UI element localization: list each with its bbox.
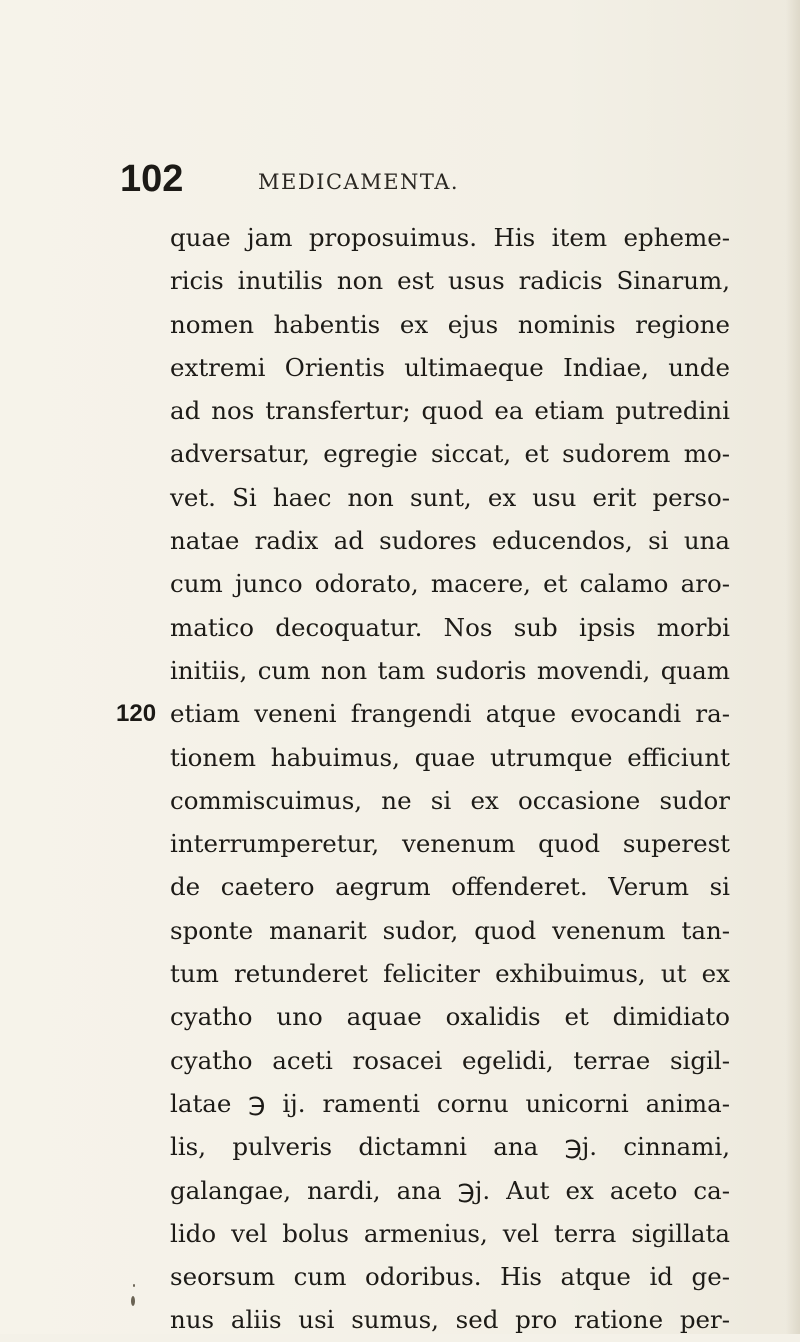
text-line: seorsum cum odoribus. His atque id ge- xyxy=(170,1262,730,1292)
text-line: commiscuimus, ne si ex occasione sudor xyxy=(170,785,730,815)
text-line: cum junco odorato, macere, et calamo aro- xyxy=(170,569,730,599)
text-line: nus aliis usi sumus, sed pro ratione per- xyxy=(170,1305,730,1335)
text-line: de caetero aegrum offenderet. Verum si xyxy=(170,872,730,902)
text-line: lis, pulveris dictamni ana ℈j. cinnami, xyxy=(170,1132,730,1162)
text-line: natae radix ad sudores educendos, si una xyxy=(170,526,730,556)
page-number: 102 xyxy=(120,158,184,200)
paper-speck xyxy=(133,1284,135,1287)
text-line: vet. Si haec non sunt, ex usu erit perso- xyxy=(170,482,730,512)
paper-speck xyxy=(131,1296,135,1306)
text-line: latae ℈ ij. ramenti cornu unicorni anima- xyxy=(170,1088,730,1118)
page-edge-shadow xyxy=(786,0,800,1334)
text-line: nomen habentis ex ejus nominis regione xyxy=(170,309,730,339)
text-line: extremi Orientis ultimaeque Indiae, unde xyxy=(170,352,730,382)
text-line: ad nos transfertur; quod ea etiam putredini xyxy=(170,396,730,426)
text-line-content: etiam veneni frangendi atque evocandi ra- xyxy=(170,699,730,729)
text-line: tum retunderet feliciter exhibuimus, ut ex xyxy=(170,959,730,989)
margin-line-number: 120 xyxy=(116,700,157,728)
text-line: lido vel bolus armenius, vel terra sigillata xyxy=(170,1218,730,1248)
text-line: tionem habuimus, quae utrumque efficiunt xyxy=(170,742,730,772)
text-line: cyatho uno aquae oxalidis et dimidiato xyxy=(170,1002,730,1032)
text-line: adversatur, egregie siccat, et sudorem mo- xyxy=(170,439,730,469)
text-line: cyatho aceti rosacei egelidi, terrae sigil- xyxy=(170,1045,730,1075)
text-line-with-margin-number xyxy=(116,692,730,735)
text-line: interrumperetur, venenum quod superest xyxy=(170,829,730,859)
text-line: initiis, cum non tam sudoris movendi, quam xyxy=(170,655,730,685)
text-line: ricis inutilis non est usus radicis Sinarum, xyxy=(170,266,730,296)
body-text xyxy=(116,216,730,1342)
running-title: MEDICAMENTA. xyxy=(258,170,460,194)
text-line: sponte manarit sudor, quod venenum tan- xyxy=(170,915,730,945)
text-line: matico decoquatur. Nos sub ipsis morbi xyxy=(170,612,730,642)
text-line: quae jam proposuimus. His item epheme- xyxy=(170,223,730,252)
text-line: galangae, nardi, ana ℈j. Aut ex aceto ca- xyxy=(170,1175,730,1205)
